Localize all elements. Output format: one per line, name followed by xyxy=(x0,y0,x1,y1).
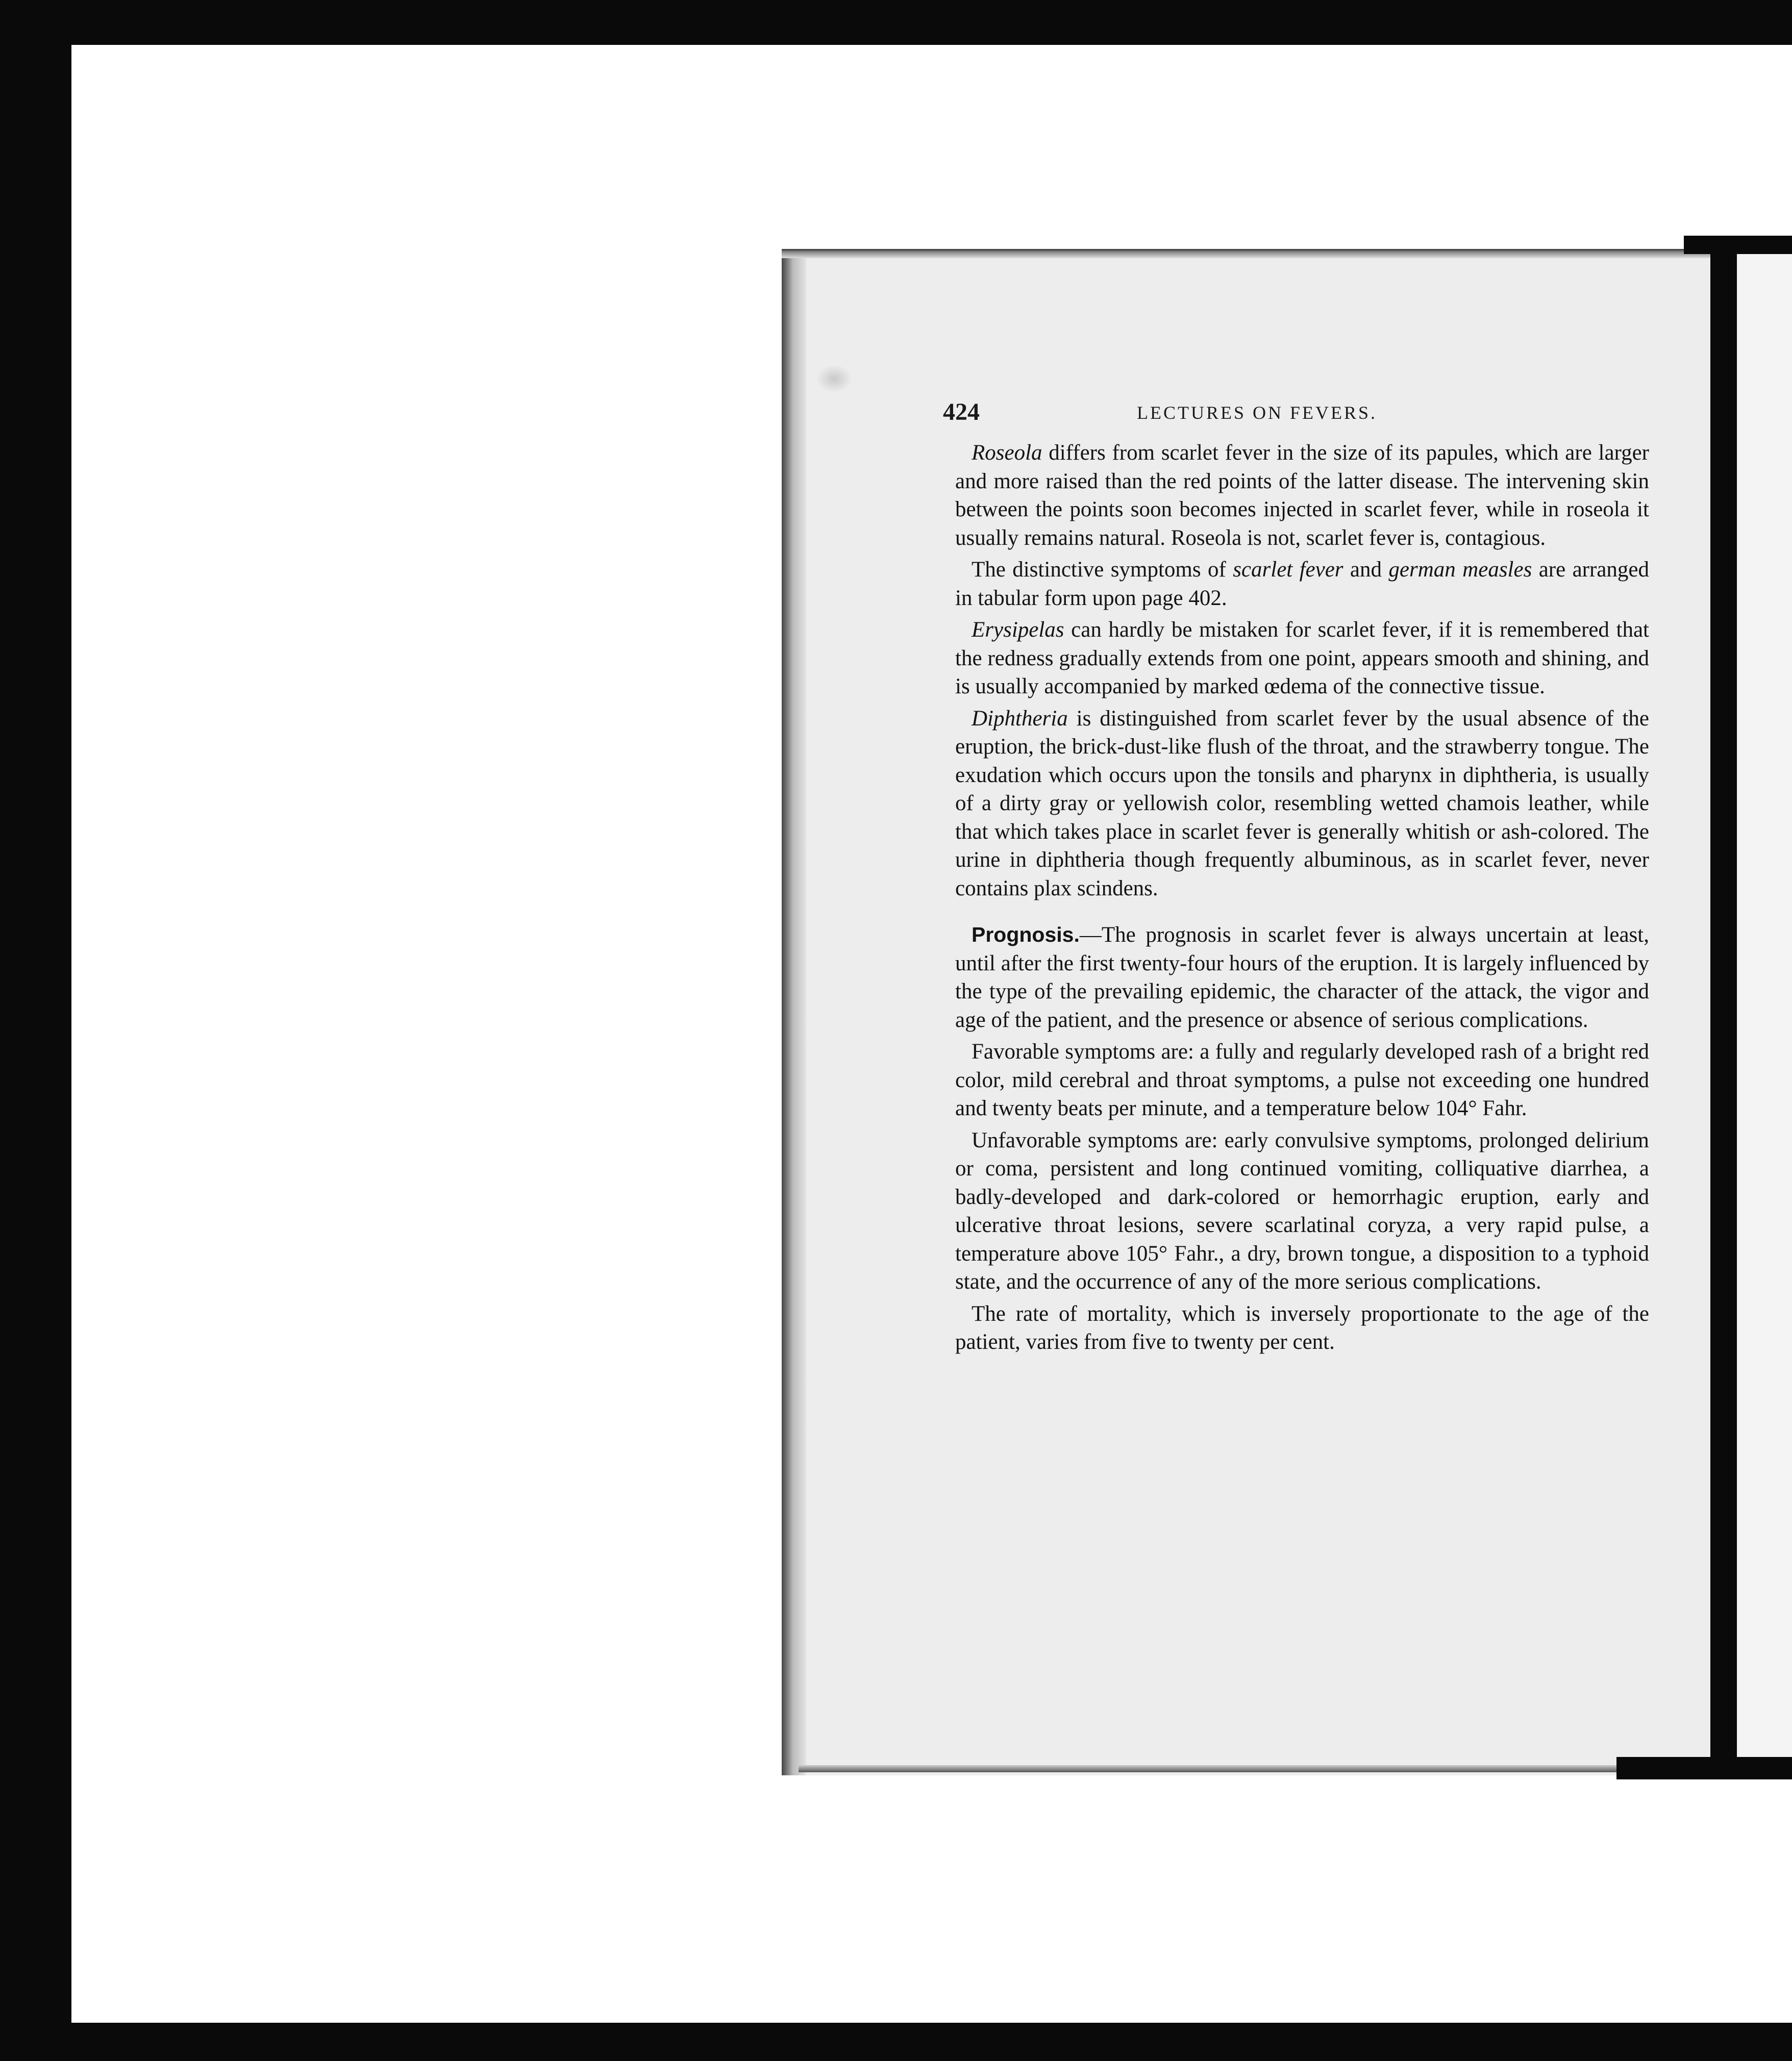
adjacent-page-strip xyxy=(1737,254,1792,1757)
paragraph-distinctive xyxy=(955,556,1649,612)
term-german-measles: german measles xyxy=(1388,558,1532,582)
paragraph-text: differs from scarlet fever in the size of its papules, which are larger and more raised than the red points of the latter disease. The intervening skin between the points soon becomes injected in scarlet fever, while in roseola it usually remains natural. Roseola is not, scarlet fever is, contagious. xyxy=(955,441,1649,550)
term-roseola: Roseola xyxy=(972,441,1042,465)
heading-prognosis: Prognosis. xyxy=(972,923,1080,946)
paragraph-mortality xyxy=(955,1300,1649,1356)
page-edge-bottom xyxy=(799,1765,1630,1772)
paragraph-roseola xyxy=(955,439,1649,552)
paragraph-text: is distinguished from scarlet fever by the usual absence of the eruption, the brick-dust-like flush of the throat, and the strawberry tongue. The exudation which occurs upon the tonsils and pharynx in diphtheria, is usually of a dirty gray or yellowish color, resembling wetted chamois leather, while that which takes place in scarlet fever is generally whitish or ash-colored. The urine in diphtheria though frequently albuminous, as in scarlet fever, never contains plax scindens. xyxy=(955,706,1649,900)
paragraph-text: can hardly be mistaken for scarlet fever, if it is remembered that the redness gradually extends from one point, appears smooth and shining, and is usually accompanied by marked œdema of the connective tissue. xyxy=(955,618,1649,698)
paragraph-diphtheria xyxy=(955,705,1649,903)
paragraph-text: The rate of mortality, which is inversely proportionate to the age of the patient, varies from five to twenty per cent. xyxy=(955,1301,1649,1354)
paragraph-erysipelas xyxy=(955,616,1649,701)
term-scarlet-fever: scarlet fever xyxy=(1233,558,1343,582)
paragraph-text: are arranged in tabular form upon page 402. xyxy=(955,558,1649,610)
binding-top xyxy=(1684,236,1792,254)
scan-border-left xyxy=(0,45,71,2023)
paragraph-text: and xyxy=(1343,558,1389,582)
term-erysipelas: Erysipelas xyxy=(972,618,1064,642)
paragraph-text: Favorable symptoms are: a fully and regularly developed rash of a bright red color, mild cerebral and throat symptoms, a pulse not exceeding one hundred and twenty beats per minute, and a temperature below 104° Fahr. xyxy=(955,1040,1649,1120)
paragraph-text: The distinctive symptoms of xyxy=(972,558,1233,582)
paragraph-favorable xyxy=(955,1038,1649,1123)
running-head: LECTURES ON FEVERS. xyxy=(1137,403,1378,423)
body-text xyxy=(955,439,1649,1360)
paragraph-text: —The prognosis in scarlet fever is always uncertain at least, until after the first twenty-four hours of the eruption. It is largely influenced by the type of the prevailing epidemic, the character of the attack, the vigor and age of the patient, and the presence or absence of serious complications. xyxy=(955,923,1649,1032)
page-header xyxy=(943,388,1647,434)
paragraph-unfavorable xyxy=(955,1126,1649,1296)
term-diphtheria: Diphtheria xyxy=(972,706,1068,731)
page-number: 424 xyxy=(943,398,980,425)
binding-bar xyxy=(1710,240,1737,1775)
binding-foot xyxy=(1616,1757,1792,1779)
scan-border-top xyxy=(0,0,1792,45)
paragraph-text: Unfavorable symptoms are: early convulsive symptoms, prolonged delirium or coma, persistent and long continued vomiting, colliquative diarrhea, a badly-developed and dark-colored or hemorrhagic eruption, early and ulcerative throat lesions, severe scarlatinal coryza, a very rapid pulse, a temperature above 105° Fahr., a dry, brown tongue, a disposition to a typhoid state, and the occurrence of any of the more serious complications. xyxy=(955,1128,1649,1294)
page-smudge xyxy=(816,365,852,393)
page-edge-left xyxy=(782,250,806,1775)
paragraph-prognosis xyxy=(955,921,1649,1034)
page-edge-top xyxy=(782,249,1731,258)
scan-border-bottom xyxy=(0,2023,1792,2061)
